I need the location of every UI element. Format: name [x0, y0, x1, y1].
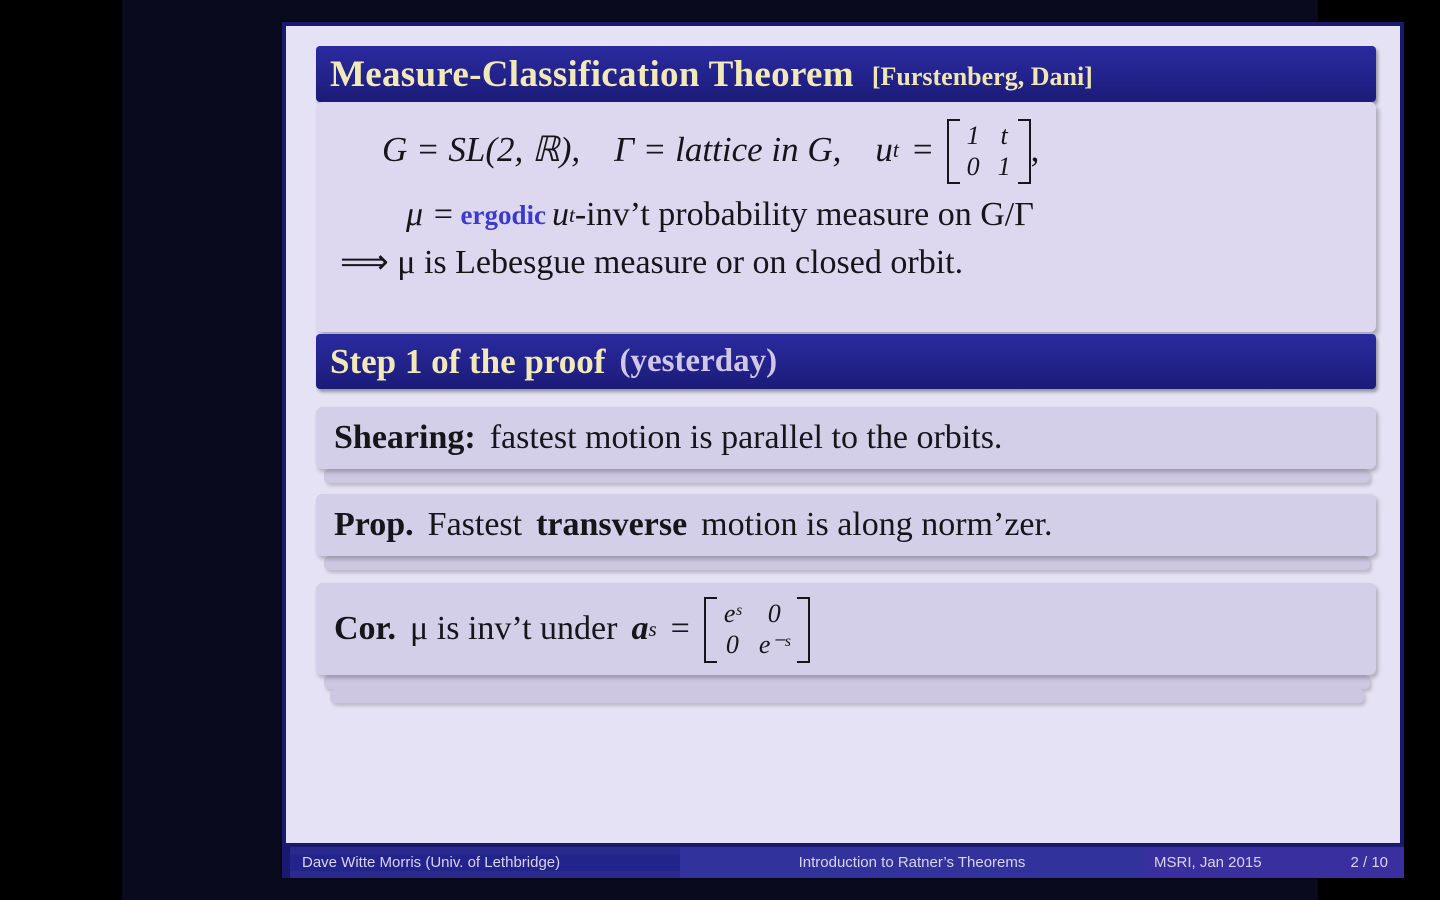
unipotent-symbol: u: [875, 130, 893, 170]
panel-shadow: [324, 675, 1370, 689]
lattice-definition: Γ = lattice in G,: [614, 130, 842, 170]
panel-shadow: [324, 469, 1370, 483]
ergodic-highlight: ergodic: [460, 199, 546, 230]
theorem-line-1: [334, 118, 1358, 183]
theorem-line-2: [334, 197, 1358, 233]
diagonal-equals: =: [670, 610, 690, 647]
matrix-cell: e⁻ˢ: [758, 630, 790, 659]
footer-venue: MSRI, Jan 2015: [1154, 854, 1262, 871]
prop-text-after: motion is along norm’zer.: [701, 506, 1053, 543]
matrix-cell: 0: [966, 151, 980, 181]
matrix-cell: t: [1000, 121, 1008, 150]
diagonal-symbol: a: [631, 610, 649, 647]
footer-page-number: 2 / 10: [1350, 854, 1388, 871]
unipotent-superscript: t: [892, 138, 899, 163]
matrix-bracket-left-icon: [704, 597, 717, 662]
unipotent-superscript: t: [569, 202, 575, 227]
unipotent-equals: =: [912, 130, 933, 170]
unipotent-matrix: [947, 119, 1031, 184]
video-frame: [122, 0, 1388, 900]
matrix-bracket-right-icon: [1018, 119, 1031, 184]
matrix-cell: 0: [725, 630, 739, 659]
theorem-title-bar: [316, 46, 1376, 102]
trailing-comma: ,: [1030, 130, 1040, 170]
presentation-slide: [286, 26, 1400, 871]
matrix-cell: 1: [997, 151, 1011, 181]
matrix-bracket-right-icon: [797, 597, 810, 662]
step-title-bar: [316, 334, 1376, 389]
diagonal-superscript: s: [648, 616, 657, 641]
unipotent-symbol: u: [552, 196, 569, 234]
measure-prefix: μ =: [406, 196, 455, 234]
theorem-title: Measure-Classification Theorem: [330, 53, 854, 95]
panel-shadow: [330, 689, 1364, 703]
matrix-cell: eˢ: [723, 599, 741, 629]
footer-right: [1144, 847, 1404, 878]
prop-label: Prop.: [334, 506, 414, 543]
prop-emphasis: transverse: [536, 506, 688, 543]
diagonal-matrix: [704, 597, 810, 662]
prop-item: [316, 494, 1376, 556]
corollary-text: μ is inv’t under: [410, 610, 618, 647]
shearing-item: [316, 407, 1376, 469]
corollary-item: [316, 583, 1376, 675]
footer-talk-title: Introduction to Ratner’s Theorems: [680, 847, 1144, 878]
panel-shadow: [324, 556, 1370, 570]
slide-footer: [290, 847, 1404, 878]
theorem-line-3: ⟹ μ is Lebesgue measure or on closed orbit.: [340, 243, 964, 281]
step-note: (yesterday): [619, 343, 778, 379]
corollary-label: Cor.: [334, 610, 397, 647]
shearing-label: Shearing:: [334, 419, 476, 456]
prop-text-before: Fastest: [427, 506, 523, 543]
matrix-cell: 1: [966, 121, 980, 150]
slide-border: [282, 22, 1404, 878]
step-title: Step 1 of the proof: [330, 341, 606, 381]
theorem-body: [316, 102, 1376, 332]
matrix-cell: 0: [767, 599, 781, 629]
measure-suffix: -inv’t probability measure on G/Γ: [574, 196, 1034, 234]
group-definition: G = SL(2, ℝ),: [382, 130, 581, 170]
matrix-bracket-left-icon: [947, 119, 960, 184]
shearing-text: fastest motion is parallel to the orbits.: [489, 419, 1003, 456]
theorem-attribution: [Furstenberg, Dani]: [871, 62, 1093, 91]
footer-author: Dave Witte Morris (Univ. of Lethbridge): [290, 854, 680, 871]
